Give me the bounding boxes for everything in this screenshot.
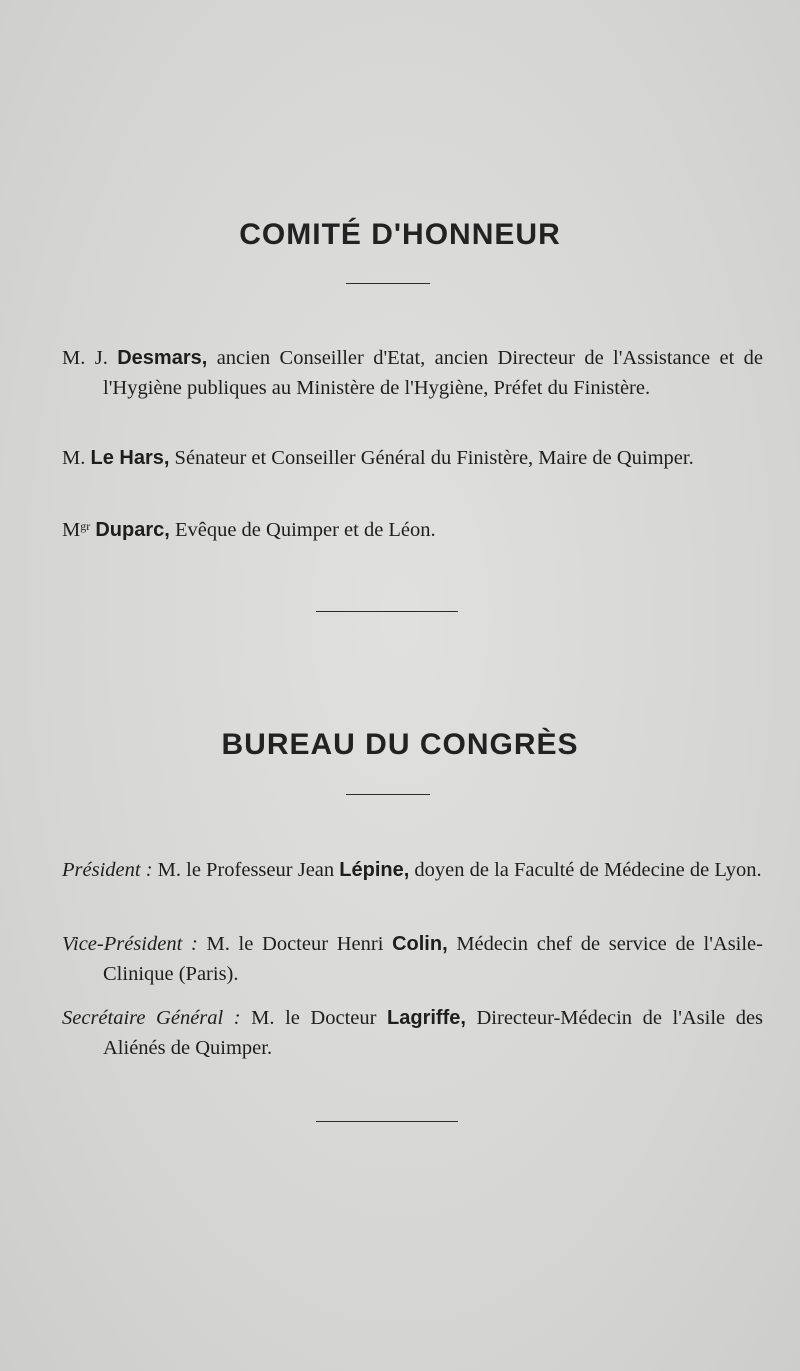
member-name: Lagriffe, bbox=[387, 1007, 466, 1029]
member-name: Desmars, bbox=[117, 347, 208, 369]
divider bbox=[346, 794, 430, 795]
member-name: Le Hars, bbox=[90, 447, 170, 469]
comite-heading: COMITÉ D'HONNEUR bbox=[239, 218, 561, 251]
member-description: ancien Conseiller d'Etat, ancien Directeur de l'Assistance et de l'Hygiène publiques au Ministère de l'Hygiène, Préfet du Finistère. bbox=[103, 347, 764, 399]
member-prefix: M. le Docteur Henri bbox=[206, 933, 384, 955]
bureau-heading: BUREAU DU CONGRÈS bbox=[221, 728, 579, 761]
bureau-member-secretaire bbox=[62, 1003, 763, 1063]
member-role: Secrétaire Général : bbox=[62, 1007, 241, 1029]
member-description: Evêque de Quimper et de Léon. bbox=[174, 519, 436, 541]
member-description: Directeur-Médecin de l'Asile des Aliénés de Quimper. bbox=[103, 1007, 764, 1059]
member-role: Président : bbox=[62, 859, 153, 881]
member-description: Médecin chef de service de l'Asile-Clinique (Paris). bbox=[103, 933, 763, 985]
comite-member-desmars bbox=[62, 343, 763, 403]
member-name: Colin, bbox=[392, 933, 448, 955]
divider bbox=[316, 611, 458, 612]
divider bbox=[316, 1121, 458, 1122]
comite-member-duparc bbox=[62, 515, 763, 545]
member-prefix: M. bbox=[62, 447, 86, 469]
member-name: Duparc, bbox=[95, 519, 170, 541]
member-prefix: $M^{gr}$ bbox=[62, 519, 91, 541]
member-role: Vice-Président : bbox=[62, 933, 198, 955]
bureau-member-president bbox=[62, 855, 763, 885]
comite-member-le-hars bbox=[62, 443, 763, 473]
member-prefix: M. le Docteur bbox=[251, 1007, 377, 1029]
member-description: doyen de la Faculté de Médecine de Lyon. bbox=[414, 859, 762, 881]
divider bbox=[346, 283, 430, 284]
bureau-member-vice-president bbox=[62, 929, 763, 989]
member-description: Sénateur et Conseiller Général du Finistère, Maire de Quimper. bbox=[174, 447, 694, 469]
member-prefix: M. le Professeur Jean bbox=[157, 859, 335, 881]
member-prefix: M. J. bbox=[62, 347, 108, 369]
member-name: Lépine, bbox=[339, 859, 410, 881]
